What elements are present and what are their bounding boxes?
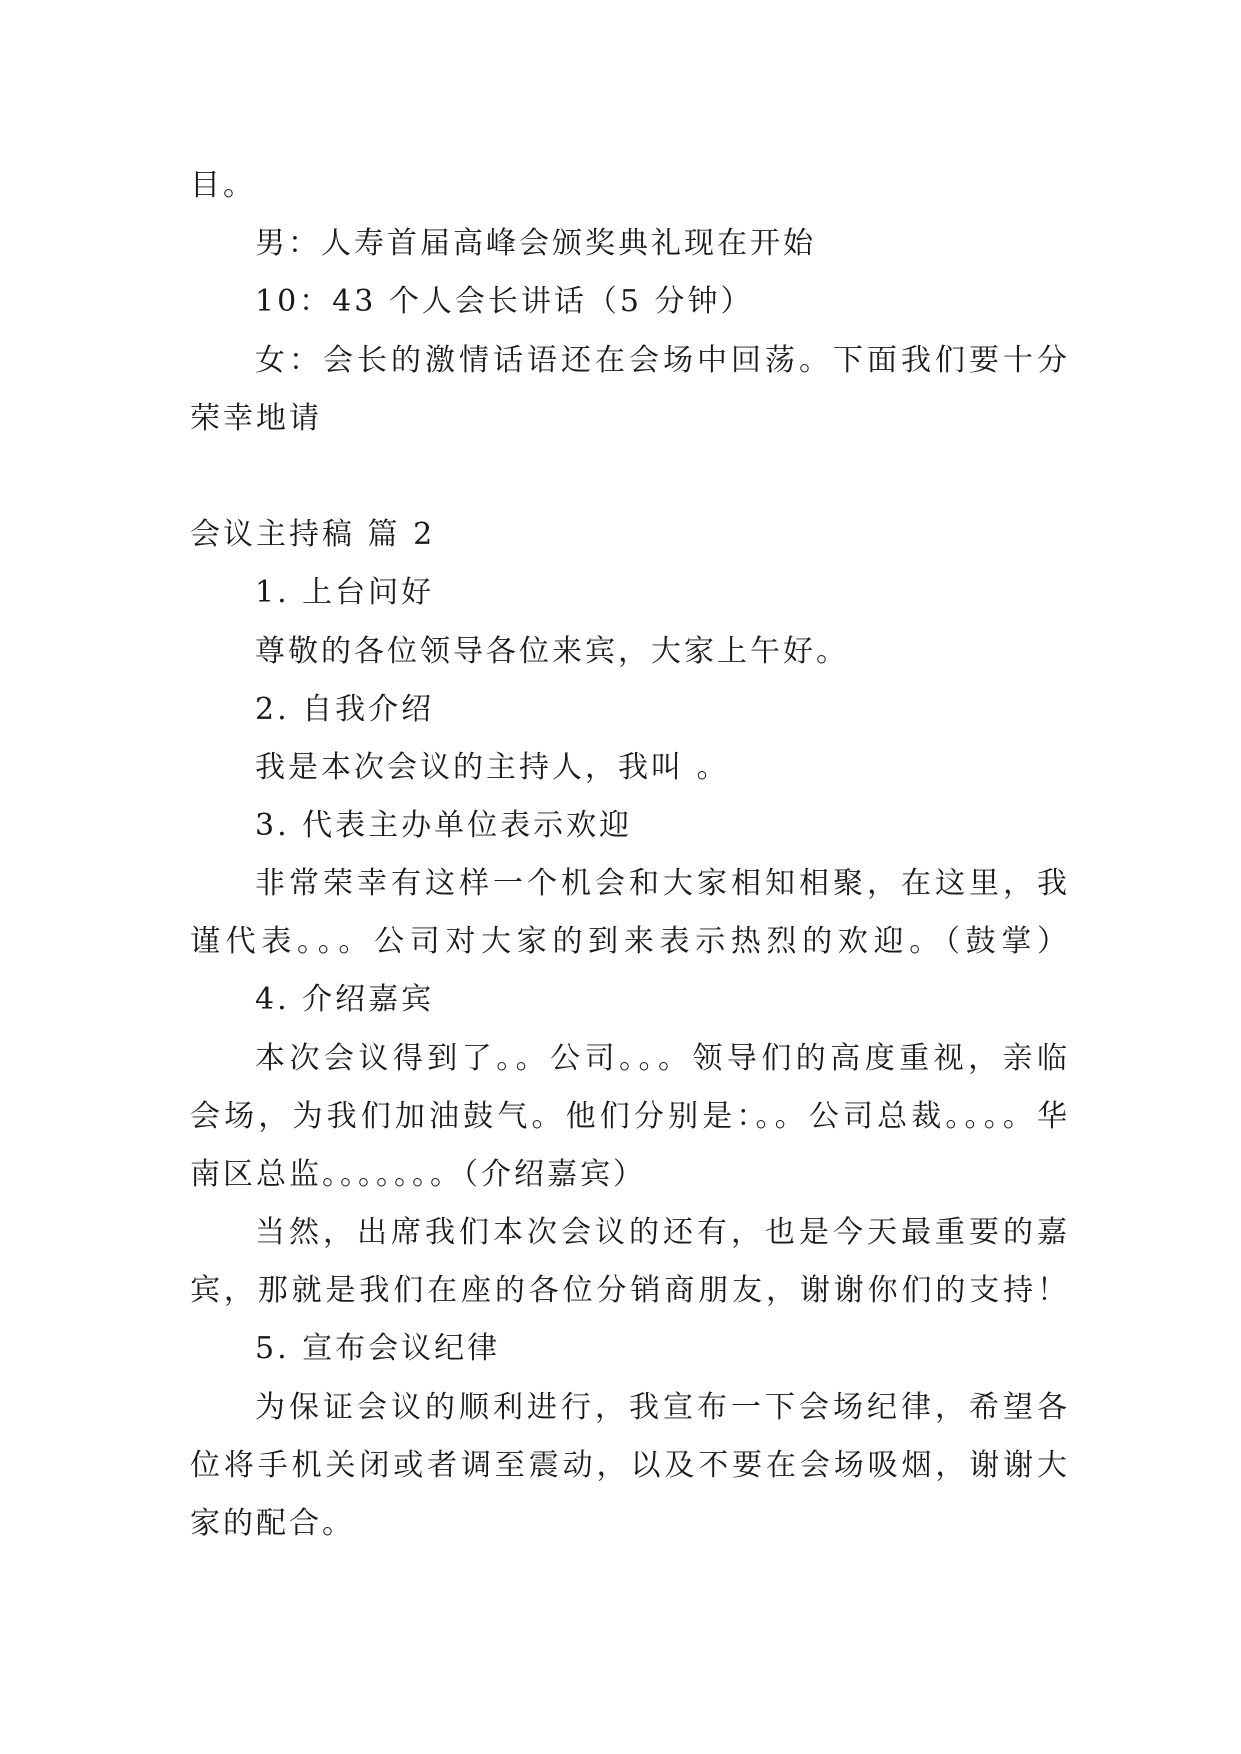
section-title: 会议主持稿 篇 2 — [190, 517, 436, 552]
text-line: 男：人寿首届高峰会颁奖典礼现在开始 — [255, 226, 816, 261]
item-heading: 1. 上台问好 — [255, 575, 435, 610]
item-heading: 4. 介绍嘉宾 — [255, 982, 435, 1017]
text-line: 荣幸地请 — [190, 401, 322, 436]
paragraph-line: 非常荣幸有这样一个机会和大家相知相聚，在这里，我 — [255, 866, 1070, 901]
text-line: 目。 — [190, 168, 256, 203]
text-line: 10：43 个人会长讲话（5 分钟） — [255, 284, 754, 319]
item-heading: 3. 代表主办单位表示欢迎 — [255, 808, 633, 843]
item-heading: 5. 宣布会议纪律 — [255, 1331, 501, 1366]
paragraph-line: 尊敬的各位领导各位来宾，大家上午好。 — [255, 634, 849, 669]
item-heading: 2. 自我介绍 — [255, 692, 435, 727]
paragraph-line: 宾，那就是我们在座的各位分销商朋友，谢谢你们的支持！ — [190, 1273, 1070, 1308]
paragraph-line: 我是本次会议的主持人，我叫 。 — [255, 750, 730, 785]
paragraph-line: 当然，出席我们本次会议的还有，也是今天最重要的嘉 — [255, 1215, 1070, 1250]
text-line: 女：会长的激情话语还在会场中回荡。下面我们要十分 — [255, 343, 1070, 378]
paragraph-line: 会场，为我们加油鼓气。他们分别是：。。公司总裁。。。。华 — [190, 1099, 1070, 1134]
paragraph-line: 为保证会议的顺利进行，我宣布一下会场纪律，希望各 — [255, 1390, 1070, 1425]
paragraph-line: 位将手机关闭或者调至震动，以及不要在会场吸烟，谢谢大 — [190, 1448, 1070, 1483]
paragraph-line: 本次会议得到了。。公司。。。领导们的高度重视，亲临 — [255, 1041, 1070, 1076]
paragraph-line: 南区总监。。。。。。。（介绍嘉宾） — [190, 1157, 646, 1192]
paragraph-line: 谨代表。。。公司对大家的到来表示热烈的欢迎。（鼓掌） — [190, 924, 1070, 959]
paragraph-line: 家的配合。 — [190, 1506, 355, 1541]
